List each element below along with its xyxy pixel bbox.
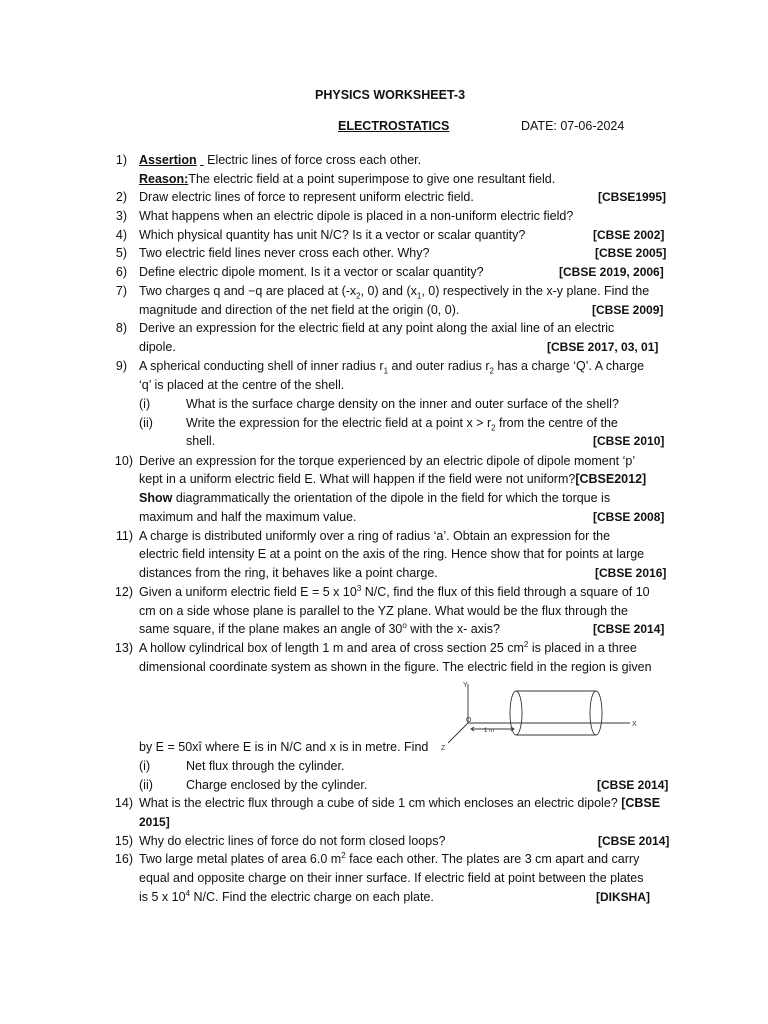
q16-source-tag: [DIKSHA]: [596, 890, 650, 904]
q14-line1: What is the electric flux through a cube of side 1 cm which encloses an electric dipole? [CBSE: [139, 796, 661, 810]
q12-source-tag: [CBSE 2014]: [593, 622, 665, 636]
q3-text: What happens when an electric dipole is placed in a non-uniform electric field?: [139, 209, 574, 223]
q10-line2: kept in a uniform electric field E. What will happen if the field were not uniform?[CBSE2012]: [139, 472, 647, 486]
q11-line2: electric field intensity E at a point on the axis of the ring. Hence show that for points at large: [139, 547, 645, 561]
q13-sub-i-text: Net flux through the cylinder.: [186, 759, 345, 773]
q9-line1: A spherical conducting shell of inner radius $r_1$ and outer radius $r_2$ has a charge ‘Q’. A charge: [139, 359, 645, 376]
question-number: 1): [115, 153, 127, 167]
question-number: 4): [115, 228, 127, 242]
reason-label: Reason:: [139, 172, 189, 186]
q13-line1: A hollow cylindrical box of length 1 m and area of cross section 25 $cm^2$ is placed in a three: [139, 639, 637, 655]
q9-line2: ‘q’ is placed at the centre of the shell.: [139, 378, 345, 392]
q11-line1: A charge is distributed uniformly over a ring of radius ‘a’. Obtain an expression for the: [139, 529, 611, 543]
q14-source-tag-1: [CBSE: [621, 796, 661, 810]
subject-heading: ELECTROSTATICS: [338, 119, 450, 133]
q12-line3: same square, if the plane makes an angle of 30$^o$ with the x- axis?: [139, 620, 500, 636]
q12-line1: Given a uniform electric field E = 5 x $10^3$ N/C, find the flux of this field through a square of 10: [139, 583, 650, 599]
q13-sub-i-label: (i): [139, 759, 151, 773]
question-number: 10): [114, 454, 133, 468]
fig-y-label: Y: [463, 682, 468, 689]
q10-source-tag-2: [CBSE 2008]: [593, 510, 665, 524]
z-axis: [448, 723, 468, 743]
q9-source-tag: [CBSE 2010]: [593, 434, 665, 448]
q7-line1: Two charges q and −q are placed at ($-x_2$, 0) and ($x_1$, 0) respectively in the x-y plane. Find the: [139, 284, 650, 301]
q1-assertion: [139, 153, 421, 168]
fig-x-label: X: [632, 721, 637, 728]
q1-reason: [139, 172, 555, 187]
q6-text: Define electric dipole moment. Is it a vector or scalar quantity?: [139, 265, 484, 279]
question-number: 11): [115, 529, 133, 543]
question-number: 5): [115, 246, 127, 260]
assertion-text: Electric lines of force cross each other.: [207, 153, 422, 167]
reason-text: The electric field at a point superimpose to give one resultant field.: [188, 172, 556, 186]
question-number: 14): [114, 796, 133, 810]
question-number: 8): [115, 321, 127, 335]
q4-source-tag: [CBSE 2002]: [593, 228, 665, 242]
fig-origin-label: O: [466, 717, 472, 724]
q10-source-tag-1: [CBSE2012]: [575, 472, 647, 486]
question-number: 12): [114, 585, 133, 599]
q13-sub-ii-label: (ii): [139, 778, 153, 792]
q16-line1: Two large metal plates of area 6.0 $m^2$ face each other. The plates are 3 cm apart and carry: [139, 850, 640, 866]
question-number: 16): [114, 852, 133, 866]
q11-source-tag: [CBSE 2016]: [595, 566, 667, 580]
fig-z-label: Z: [441, 745, 446, 752]
q4-text: Which physical quantity has unit N/C? Is it a vector or scalar quantity?: [139, 228, 526, 242]
q6-source-tag: [CBSE 2019, 2006]: [559, 265, 664, 279]
q9-sub-i-text: What is the surface charge density on the inner and outer surface of the shell?: [186, 397, 619, 411]
worksheet-date: DATE: 07-06-2024: [521, 119, 625, 133]
question-number: 7): [115, 284, 127, 298]
fig-length-label: 1 m: [484, 728, 495, 734]
q8-line2: dipole.: [139, 340, 176, 354]
assertion-label: Assertion: [139, 153, 197, 167]
q10-line3: Show diagrammatically the orientation of the dipole in the field for which the torque is: [139, 491, 611, 505]
question-number: 3): [115, 209, 127, 223]
q15-text: Why do electric lines of force do not form closed loops?: [139, 834, 446, 848]
q16-line2: equal and opposite charge on their inner surface. If electric field at point between the plates: [139, 871, 644, 885]
cylinder-figure: [436, 678, 642, 754]
q9-sub-ii-label: (ii): [139, 416, 153, 430]
q13-source-tag: [CBSE 2014]: [597, 778, 669, 792]
q15-source-tag: [CBSE 2014]: [598, 834, 670, 848]
q9-sub-ii-line2: shell.: [186, 434, 216, 448]
q10-line4: maximum and half the maximum value.: [139, 510, 357, 524]
cylinder-right-face: [590, 691, 602, 735]
q10-line1: Derive an expression for the torque experienced by an electric dipole of dipole moment ‘p’: [139, 454, 636, 468]
q11-line3: distances from the ring, it behaves like a point charge.: [139, 566, 438, 580]
q5-source-tag: [CBSE 2005]: [595, 246, 667, 260]
q2-source-tag: [CBSE1995]: [598, 190, 667, 204]
q8-line1: Derive an expression for the electric field at any point along the axial line of an electric: [139, 321, 615, 335]
question-number: 2): [115, 190, 127, 204]
worksheet-title: PHYSICS WORKSHEET-3: [315, 88, 466, 102]
q12-line2: cm on a side whose plane is parallel to the YZ plane. What would be the flux through the: [139, 604, 628, 618]
q13-sub-ii-text: Charge enclosed by the cylinder.: [186, 778, 368, 792]
q9-sub-ii-text: Write the expression for the electric field at a point $x > r_2$ from the centre of the: [186, 416, 618, 433]
q7-line2: magnitude and direction of the net field at the origin (0, 0).: [139, 303, 460, 317]
q13-line3: by E = 50xî where E is in N/C and x is in metre. Find: [139, 740, 429, 754]
question-number: 6): [115, 265, 127, 279]
q14-source-tag-2: 2015]: [139, 815, 170, 829]
q5-text: Two electric field lines never cross each other. Why?: [139, 246, 430, 260]
cylinder-left-face: [510, 691, 522, 735]
q13-line2: dimensional coordinate system as shown in the figure. The electric field in the region is given: [139, 660, 652, 674]
q7-source-tag: [CBSE 2009]: [592, 303, 664, 317]
question-number: 9): [115, 359, 127, 373]
q16-line3: is 5 x $10^4$ N/C. Find the electric charge on each plate.: [139, 888, 434, 904]
q2-text: Draw electric lines of force to represent uniform electric field.: [139, 190, 474, 204]
question-number: 13): [114, 641, 133, 655]
q9-sub-i-label: (i): [139, 397, 151, 411]
q8-source-tag: [CBSE 2017, 03, 01]: [547, 340, 659, 354]
question-number: 15): [114, 834, 133, 848]
